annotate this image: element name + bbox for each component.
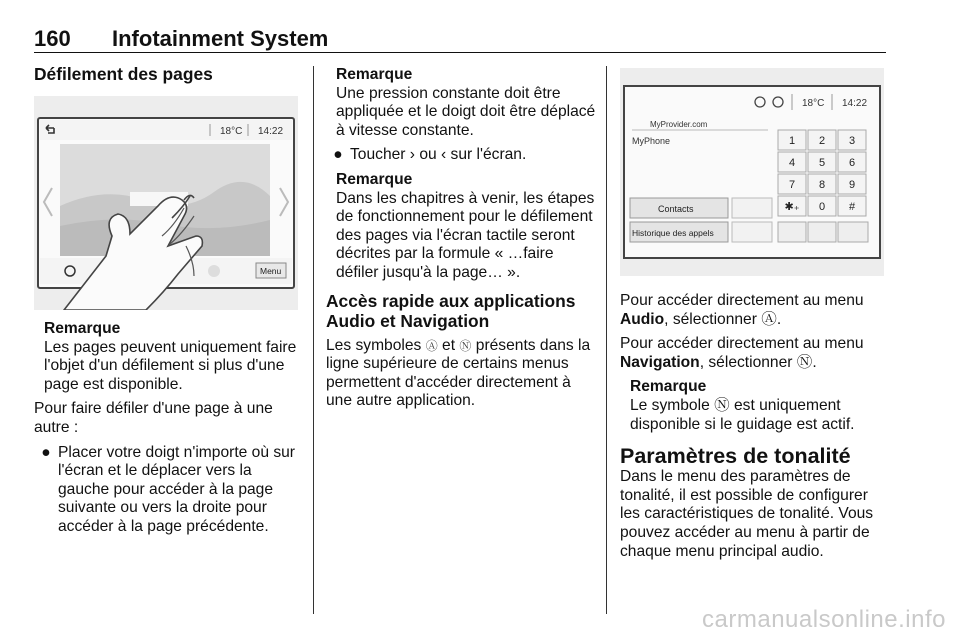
note-text: Les pages peuvent uniquement faire l'objet d'un défilement si plus d'une page est disponible. — [44, 338, 297, 393]
text-fragment: , sélectionner Ⓝ. — [699, 353, 817, 371]
heading-tone-settings: Paramètres de tonalité — [620, 444, 851, 469]
paragraph-audio — [620, 292, 888, 329]
menu-name-audio: Audio — [620, 310, 665, 328]
text-fragment: présents dans la ligne supérieure de certains menus permettent d'accéder directement à une autre application. — [326, 336, 591, 410]
bullet-dot: ● — [333, 146, 343, 164]
keypad-key-label: 5 — [818, 157, 826, 169]
keypad-key-label: ✱₊ — [784, 201, 800, 213]
text-fragment: Les symboles — [326, 336, 422, 354]
heading-page-scroll: Défilement des pages — [34, 64, 213, 84]
paragraph-symbols — [326, 337, 596, 411]
page-header — [34, 26, 886, 53]
keypad-key-label: # — [848, 201, 856, 213]
note-text: Dans les chapitres à venir, les étapes de fonctionnement pour le défilement des pages via l'écran tactile seront décrites par la formule « …faire défiler jusqu'à la page… ». — [336, 189, 595, 281]
phone-name: MyPhone — [632, 136, 671, 146]
column-3-body — [620, 292, 888, 561]
paragraph: Pour faire défiler d'une page à une autre : — [34, 400, 273, 436]
time-label: 14:22 — [258, 126, 284, 137]
bullet-item — [326, 146, 596, 165]
watermark: carmanualsonline.info — [702, 606, 946, 633]
figure-phone-screen — [620, 68, 884, 276]
bullet-dot: ● — [41, 443, 51, 461]
keypad-key-label: 0 — [818, 201, 826, 213]
note-box — [620, 378, 888, 434]
note-title: Remarque — [44, 320, 121, 337]
text-fragment: , sélectionner Ⓐ. — [664, 310, 782, 328]
text-fragment: Pour accéder directement au menu — [620, 335, 864, 353]
note-title: Remarque — [336, 170, 413, 188]
column-1 — [34, 64, 302, 84]
bullet-item — [34, 444, 302, 537]
column-divider — [606, 66, 607, 614]
keypad-key-label: 7 — [788, 179, 796, 191]
note-box — [34, 320, 302, 394]
navigation-symbol-icon: Ⓝ — [459, 338, 472, 353]
note-title: Remarque — [630, 378, 707, 396]
time-label: 14:22 — [842, 98, 868, 109]
audio-symbol-icon: Ⓐ — [425, 338, 438, 353]
keypad-key-label: 6 — [848, 157, 856, 169]
note-text: Le symbole Ⓝ est uniquement disponible si le guidage est actif. — [630, 396, 855, 433]
keypad-key-label: 1 — [788, 135, 796, 147]
note-title: Remarque — [336, 66, 413, 83]
note-text: Une pression constante doit être appliquée et le doigt doit être déplacé à vitesse constante. — [336, 84, 596, 139]
keypad-key-label: 9 — [848, 179, 856, 191]
page-number: 160 — [34, 26, 71, 51]
contacts-button: Contacts — [658, 204, 694, 214]
bullet-text: Toucher › ou ‹ sur l'écran. — [350, 146, 527, 164]
text-fragment: et — [442, 336, 456, 354]
keypad-key-label: 2 — [818, 135, 826, 147]
section-title: Infotainment System — [112, 26, 329, 51]
paragraph-tone: Dans le menu des paramètres de tonalité, il est possible de configurer les caractéristiques de tonalité. Vous pouvez accéder au menu à partir de chaque menu principal audio. — [620, 468, 874, 560]
text-fragment: Pour accéder directement au menu — [620, 292, 864, 309]
figure-swipe-screen — [34, 96, 298, 310]
keypad-key-label: 4 — [788, 157, 796, 169]
paragraph-navigation — [620, 335, 888, 372]
menu-name-navigation: Navigation — [620, 353, 700, 371]
call-history-button: Historique des appels — [632, 228, 714, 238]
bullet-text: Placer votre doigt n'importe où sur l'écran et le déplacer vers la gauche pour accéder à la page suivante ou vers la droite pour accéder à la page précédente. — [58, 443, 295, 535]
column-1-body — [34, 320, 302, 537]
menu-label: Menu — [260, 266, 282, 276]
temperature-label: 18°C — [220, 126, 243, 137]
note-box — [326, 66, 596, 140]
temperature-label: 18°C — [802, 98, 825, 109]
keypad-key-label: 8 — [818, 179, 826, 191]
provider-label: MyProvider.com — [650, 120, 708, 129]
keypad-key-label: 3 — [848, 135, 856, 147]
column-2 — [326, 66, 596, 411]
column-divider — [313, 66, 314, 614]
heading-quick-access: Accès rapide aux applications Audio et Navigation — [326, 290, 576, 331]
note-box — [326, 171, 596, 283]
